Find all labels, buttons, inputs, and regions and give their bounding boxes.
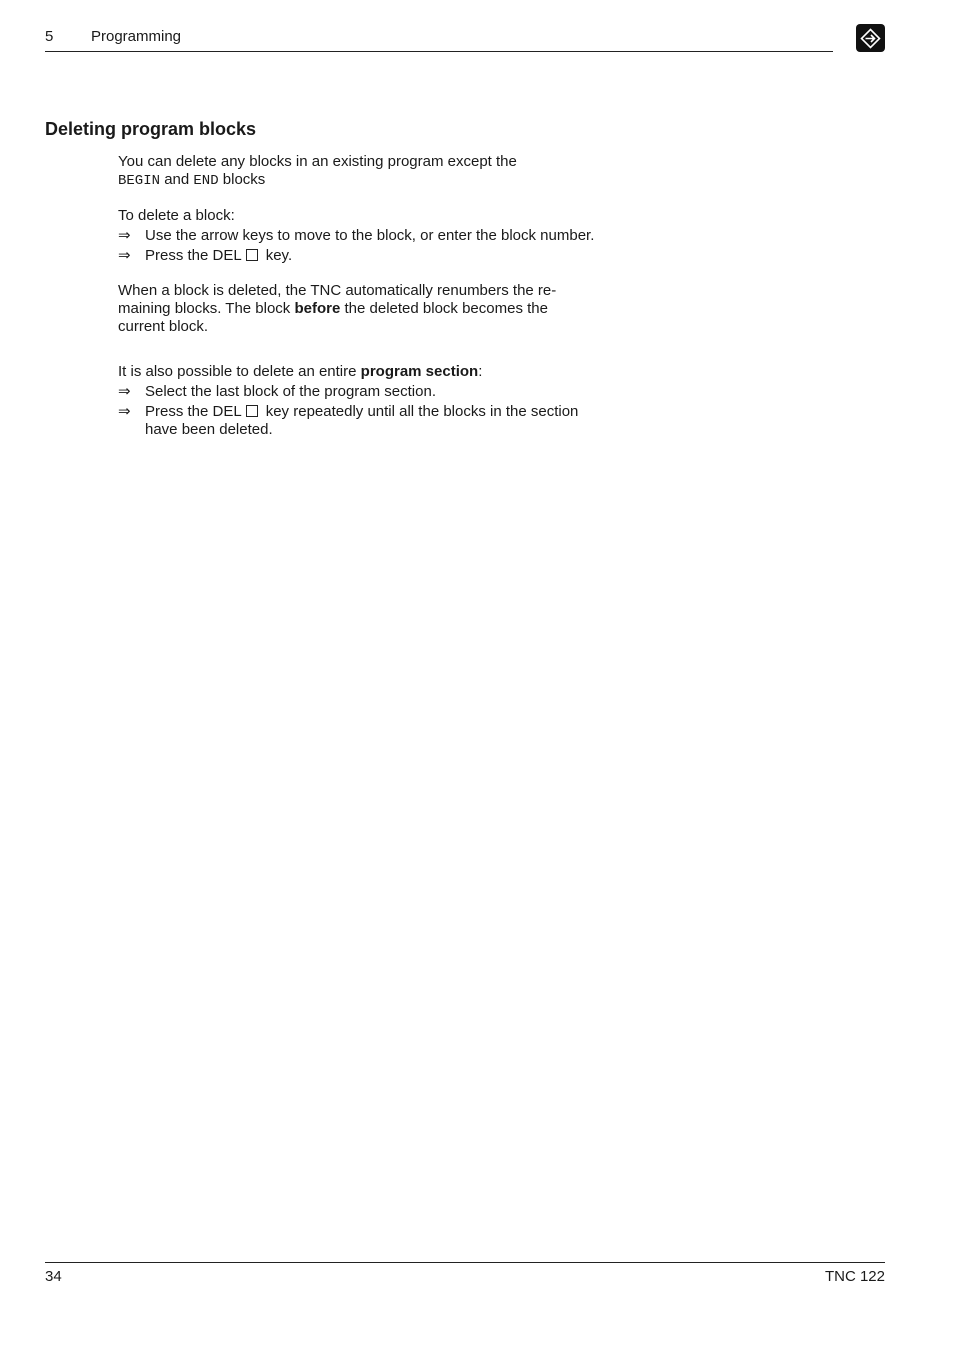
intro-text: You can delete any blocks in an existing program except the [118,153,517,170]
page-header [45,27,833,52]
renumber-paragraph: When a block is deleted, the TNC automatically renumbers the re-maining blocks. The block before the deleted block becomes the current block. [118,282,557,335]
step-item [118,383,598,401]
step-text: key. [265,247,293,264]
arrow-icon: ⇒ [118,247,131,264]
emphasis-before: before [294,300,341,317]
intro-paragraph [118,153,598,190]
end-code: END [193,173,219,189]
step-text: Press the DEL [145,247,242,264]
programming-mode-icon [856,24,885,52]
step-text: Select the last block of the program section. [145,383,436,400]
product-model: TNC 122 [824,1268,885,1285]
section-title: Deleting program blocks [45,119,257,139]
emphasis-program-section: program section [360,363,479,380]
step-item [118,403,598,439]
section-body [118,153,598,439]
page-footer [45,1262,885,1285]
step-text: Press the DEL [145,403,242,420]
to-delete-label: To delete a block: [118,207,235,224]
del-key-icon [246,405,258,417]
chapter-number: 5 [45,28,54,45]
arrow-icon: ⇒ [118,383,131,400]
begin-code: BEGIN [118,173,161,189]
and-text: and [164,171,190,188]
del-key-icon [246,249,258,261]
arrow-icon: ⇒ [118,227,131,244]
step-item [118,227,598,245]
section-delete-paragraph: It is also possible to delete an entire program section: [118,363,483,380]
page-number: 34 [45,1268,62,1285]
step-text: Use the arrow keys to move to the block, or enter the block number. [145,227,595,244]
step-item [118,247,598,265]
step-text: key repeatedly until all the blocks in the section have been deleted. [145,403,579,438]
chapter-title: Programming [91,28,182,45]
blocks-text: blocks [222,171,266,188]
arrow-icon: ⇒ [118,403,131,420]
